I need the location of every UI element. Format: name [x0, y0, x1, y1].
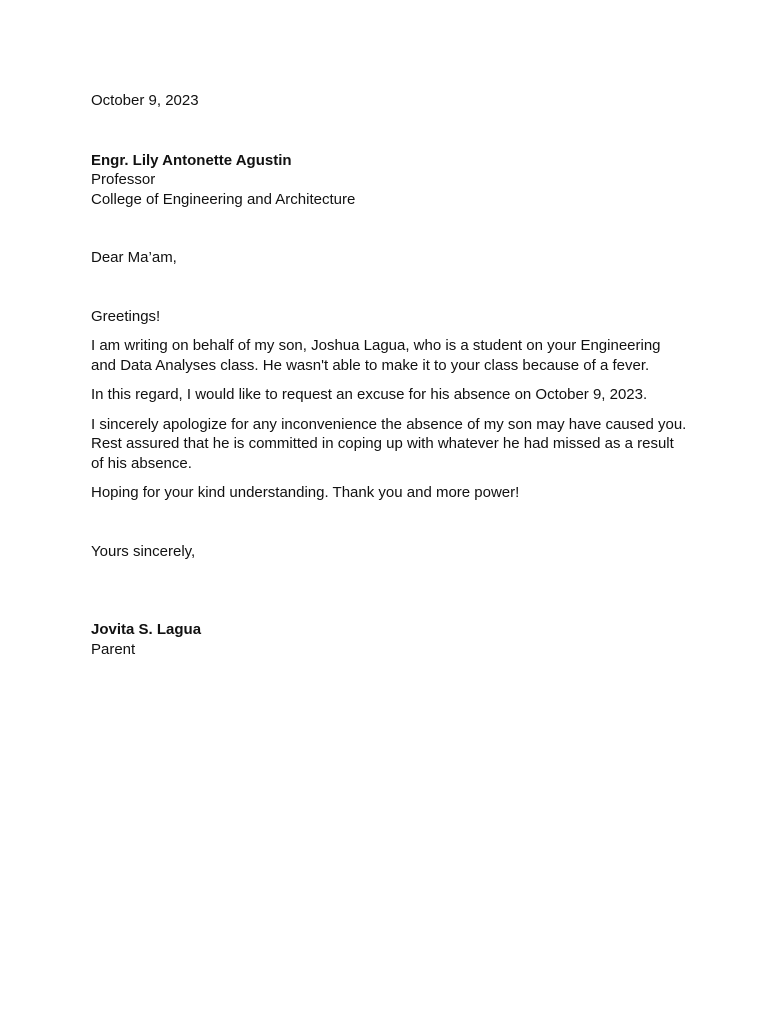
- paragraph-4: [91, 483, 691, 503]
- paragraph-3: [91, 415, 691, 474]
- paragraph-line: I am writing on behalf of my son, Joshua Lagua, who is a student on your Engineering: [91, 337, 661, 354]
- letter-body: [91, 91, 691, 659]
- paragraph-line: of his absence.: [91, 454, 192, 472]
- paragraph-line: and Data Analyses class. He wasn't able to make it to your class because of a fever.: [91, 356, 650, 374]
- closing-text: Yours sincerely,: [91, 542, 196, 560]
- paragraph-1: [91, 336, 691, 375]
- recipient-name: Engr. Lily Antonette Agustin: [91, 151, 292, 169]
- sender-role: Parent: [91, 640, 136, 658]
- paragraph-line: Rest assured that he is committed in coping up with whatever he had missed as a result: [91, 435, 674, 452]
- greeting: [91, 307, 691, 327]
- closing: [91, 542, 691, 562]
- signature-block: [91, 620, 691, 659]
- sender-name: Jovita S. Lagua: [91, 621, 202, 638]
- recipient-department: College of Engineering and Architecture: [91, 190, 356, 208]
- paragraph-line: Hoping for your kind understanding. Thank you and more power!: [91, 484, 520, 501]
- letter-date: [91, 91, 691, 111]
- paragraph-2: [91, 385, 691, 405]
- recipient-block: [91, 151, 691, 210]
- date-text: October 9, 2023: [91, 92, 199, 109]
- salutation: [91, 248, 691, 268]
- paragraph-line: I sincerely apologize for any inconvenience the absence of my son may have caused you.: [91, 415, 687, 433]
- paragraph-line: In this regard, I would like to request an excuse for his absence on October 9, 2023.: [91, 386, 648, 403]
- salutation-text: Dear Ma’am,: [91, 249, 177, 266]
- recipient-title: Professor: [91, 171, 156, 188]
- greeting-text: Greetings!: [91, 307, 161, 325]
